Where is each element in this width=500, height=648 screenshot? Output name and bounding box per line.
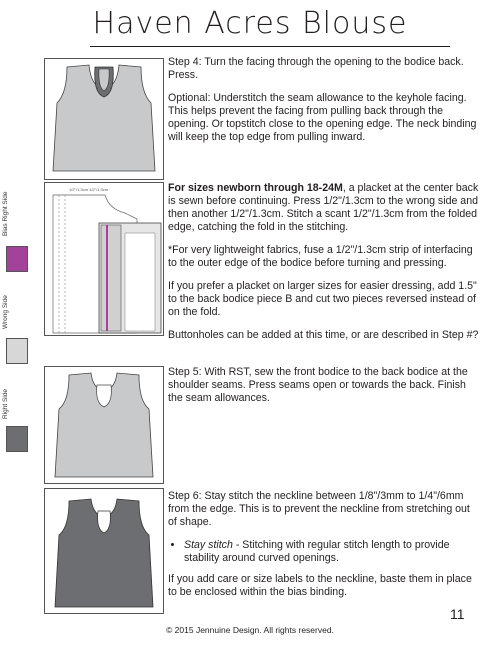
stay-stitch-illustration <box>45 489 163 613</box>
title-underline <box>90 46 450 47</box>
shoulder-seams-illustration <box>45 367 163 483</box>
bodice-back-keyhole-illustration <box>45 59 163 179</box>
right-side-swatch <box>6 426 28 452</box>
step6-labels-note: If you add care or size labels to the neckline, baste them in place to be enclosed within the bias binding. <box>168 573 472 598</box>
step4-text <box>168 56 480 154</box>
placket-fold-illustration <box>45 183 163 335</box>
right-side-label: Right Side <box>2 389 9 419</box>
step6-diagram <box>44 488 164 614</box>
wrong-side-swatch <box>6 338 28 364</box>
placket-buttonholes: Buttonholes can be added at this time, or are described in Step #? <box>168 329 479 341</box>
copyright-footer: © 2015 Jennuine Design. All rights reserved. <box>166 625 334 635</box>
stay-stitch-definition <box>184 539 480 565</box>
page-number: 11 <box>450 606 465 622</box>
placket-interfacing-note: *For very lightweight fabrics, fuse a 1/2"/1.3cm strip of interfacing to the outer edge of the bodice before turning and pressing. <box>168 244 473 269</box>
placket-instruction: , a placket at the center back is sewn before continuing. Press 1/2"/1.3cm to the wrong side and then another 1/2"/1.3cm. Stitch a scant 1/2"/1.3cm from the folded edge, catching the fold in the stitching. <box>168 182 479 233</box>
stay-stitch-description: - Stitching with regular stitch length to provide stability around curved openings. <box>184 539 450 564</box>
placket-larger-sizes: If you prefer a placket on larger sizes for easier dressing, add 1.5" to the back bodice piece B and cut two pieces reversed instead of on the fold. <box>168 280 477 318</box>
placket-sizes: For sizes newborn through 18-24M <box>168 182 343 194</box>
step6-definition-list <box>168 539 480 565</box>
wrong-side-label: Wrong Side <box>2 295 9 329</box>
stay-stitch-term: Stay stitch <box>184 539 233 551</box>
step6-instruction: Step 6: Stay stitch the neckline between 1/8"/3mm to 1/4"/6mm from the edge. This is to prevent the neckline from stretching out of shape. <box>168 490 470 528</box>
step4-diagram <box>44 58 164 180</box>
step5-instruction: Step 5: With RST, sew the front bodice to the back bodice at the shoulder seams. Press seams open or towards the back. Finish the seam allowances. <box>168 366 468 404</box>
bias-right-side-swatch <box>6 246 28 272</box>
placket-diagram <box>44 182 164 336</box>
step6-text <box>168 490 480 609</box>
page-title: Haven Acres Blouse <box>92 6 408 41</box>
bias-right-side-label: Bias Right Side <box>2 191 9 237</box>
step4-instruction: Step 4: Turn the facing through the opening to the bodice back. Press. <box>168 56 464 81</box>
placket-intro <box>168 182 480 234</box>
step5-text <box>168 366 480 415</box>
step5-diagram <box>44 366 164 484</box>
step4-optional: Optional: Understitch the seam allowance to the keyhole facing. This helps prevent the facing from pulling back through the opening. Or topstitch close to the opening edge. The neck binding will keep the top edge from pulling inward. <box>168 92 477 143</box>
placket-text <box>168 182 480 342</box>
placket-measure-label: 1/2"/1.3cm 1/2"/1.3cm <box>69 187 109 192</box>
